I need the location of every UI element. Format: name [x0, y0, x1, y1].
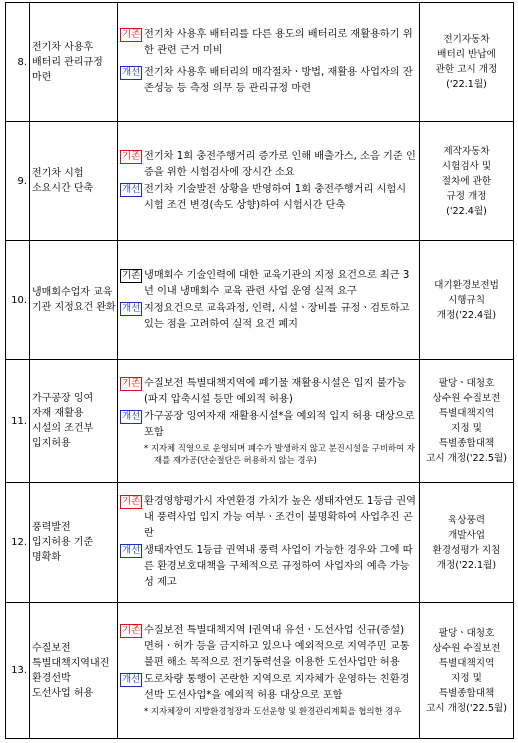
row-basis: 팔당ㆍ대청호 상수원 수질보전 특별대책지역 지정 및 특별종합대책 고시 개정('22.5월): [420, 603, 514, 739]
improve-item: [120, 182, 416, 214]
row-content: [118, 360, 420, 483]
footnote: * 지자체 직영으로 운영되며 폐수가 발생하지 않고 분진시설을 구비하여 자재를 재가공(단순절단은 허용하지 않는 경우): [144, 442, 415, 465]
row-content: [118, 483, 420, 603]
row-subject: 전기차 사용후 배터리 관리규정 마련: [30, 3, 118, 122]
current-text: 냉매회수 기술인력에 대한 교육기관의 지정 요건으로 최근 3년 이내 냉매회수 교육 관련 사업 운영 실적 요구: [144, 269, 410, 297]
current-text: 환경영향평가시 자연환경 가치가 높은 생태자연도 1등급 권역내 풍력사업 입지 가능 여부ㆍ조건이 불명확하여 사업추진 곤란: [144, 496, 416, 539]
table-row: [6, 122, 514, 241]
improve-text: 지정요건으로 교육과정, 인력, 시설ㆍ장비를 규정ㆍ검토하고 있는 점을 고려하여 실적 요건 폐지: [144, 302, 410, 330]
row-number: 9.: [6, 122, 30, 241]
improve-item: [120, 301, 416, 333]
current-item: [120, 149, 416, 181]
row-number: 10.: [6, 241, 30, 360]
improve-badge: 개선: [122, 545, 141, 556]
current-badge: 기존: [122, 625, 141, 636]
row-content: [118, 3, 420, 122]
footnote: * 지자체장이 지방환경청장과 도선운항 및 환경관리계획을 협의한 경우: [144, 706, 402, 716]
current-item: [120, 376, 416, 408]
improve-badge: 개선: [122, 183, 141, 195]
improve-item: [120, 543, 416, 591]
current-badge: 기존: [122, 269, 141, 281]
table-row: [6, 3, 514, 122]
current-text: 수질보전 특별대책지역 Ⅰ권역내 유선ㆍ도선사업 신규(증설) 면허ㆍ허가 등을 금지하고 있으나 예외적으로 지역주민 교통불편 해소 목적으로 전기동력선을 이용한 도선사업만 허용: [144, 625, 410, 668]
current-badge: 기존: [122, 377, 141, 389]
reform-table: [5, 2, 514, 739]
row-number: 8.: [6, 3, 30, 122]
current-item: [120, 268, 416, 300]
row-subject: 가구공장 잉여 자재 재활용 시설의 조건부 입지허용: [30, 360, 118, 483]
improve-badge: 개선: [122, 674, 141, 685]
current-text: 수질보전 특별대책지역에 폐기물 재활용시설은 입지 불가능(파지 압축시설 등만 예외적 허용): [144, 377, 407, 405]
row-basis: 전기자동차 배터리 반납에 관한 고시 개정 ('22.1월): [420, 3, 514, 122]
improve-badge: 개선: [122, 410, 141, 422]
row-subject: 전기차 시험 소요시간 단축: [30, 122, 118, 241]
row-content: [118, 122, 420, 241]
table-row: [6, 603, 514, 739]
improve-text: 가구공장 잉여자재 재활용시설*을 예외적 입지 허용 대상으로 포함: [144, 410, 415, 438]
row-subject: 풍력발전 입지허용 기준 명확화: [30, 483, 118, 603]
row-number: 11.: [6, 360, 30, 483]
improve-text: 전기차 기술발전 상황을 반영하여 1회 충전주행거리 시험시 시험 조건 변경(속도 상향)하여 시험시간 단축: [144, 183, 407, 211]
improve-text: 도로차량 통행이 곤란한 지역으로 지자체가 운영하는 친환경선박 도선사업*을 예외적 허용 대상으로 포함: [144, 674, 410, 701]
row-number: 12.: [6, 483, 30, 603]
row-subject: 냉매회수업자 교육 기관 지정요건 완화: [30, 241, 118, 360]
current-item: [120, 494, 416, 542]
current-badge: 기존: [122, 29, 141, 40]
row-basis: 제작자동차 시험검사 및 절차에 관한 규정 개정 ('22.4월): [420, 122, 514, 241]
improve-item: [120, 409, 416, 441]
current-text: 전기차 1회 충전주행거리 증가로 인해 배출가스, 소음 기준 인증을 위한 시험검사에 장시간 소요: [144, 150, 416, 178]
row-content: [118, 603, 420, 739]
improve-text: 생태자연도 1등급 권역내 풍력 사업이 가능한 경우와 그에 따른 환경보호대책을 구체적으로 규정하여 사업자의 예측 가능성 제고: [144, 545, 413, 588]
improve-item: [120, 672, 416, 704]
row-subject: 수질보전 특별대책지역내진 환경선박 도선사업 허용: [30, 603, 118, 739]
row-number: 13.: [6, 603, 30, 739]
table-row: [6, 241, 514, 360]
current-badge: 기존: [122, 496, 141, 507]
row-basis: 육상풍력 개발사업 환경성평가 지침 개정('22.1월): [420, 483, 514, 603]
current-item: [120, 27, 416, 59]
current-badge: 기존: [122, 150, 141, 162]
row-content: [118, 241, 420, 360]
current-item: [120, 623, 416, 671]
row-basis: 대기환경보전법 시행규칙 개정('22.4월): [420, 241, 514, 360]
row-basis: 팔당ㆍ대청호 상수원 수질보전 특별대책지역 지정 및 특별종합대책 고시 개정('22.5월): [420, 360, 514, 483]
improve-text: 전기차 사용후 배터리의 매각절차ㆍ방법, 재활용 사업자의 잔존성능 등 측정 의무 등 관리규정 마련: [144, 67, 413, 94]
improve-item: [120, 65, 416, 97]
table-row: [6, 483, 514, 603]
table-row: [6, 360, 514, 483]
improve-badge: 개선: [122, 302, 141, 314]
current-text: 전기차 사용후 배터리를 다른 용도의 배터리로 재활용하기 위한 관련 근거 미비: [144, 29, 413, 56]
improve-badge: 개선: [122, 67, 141, 78]
